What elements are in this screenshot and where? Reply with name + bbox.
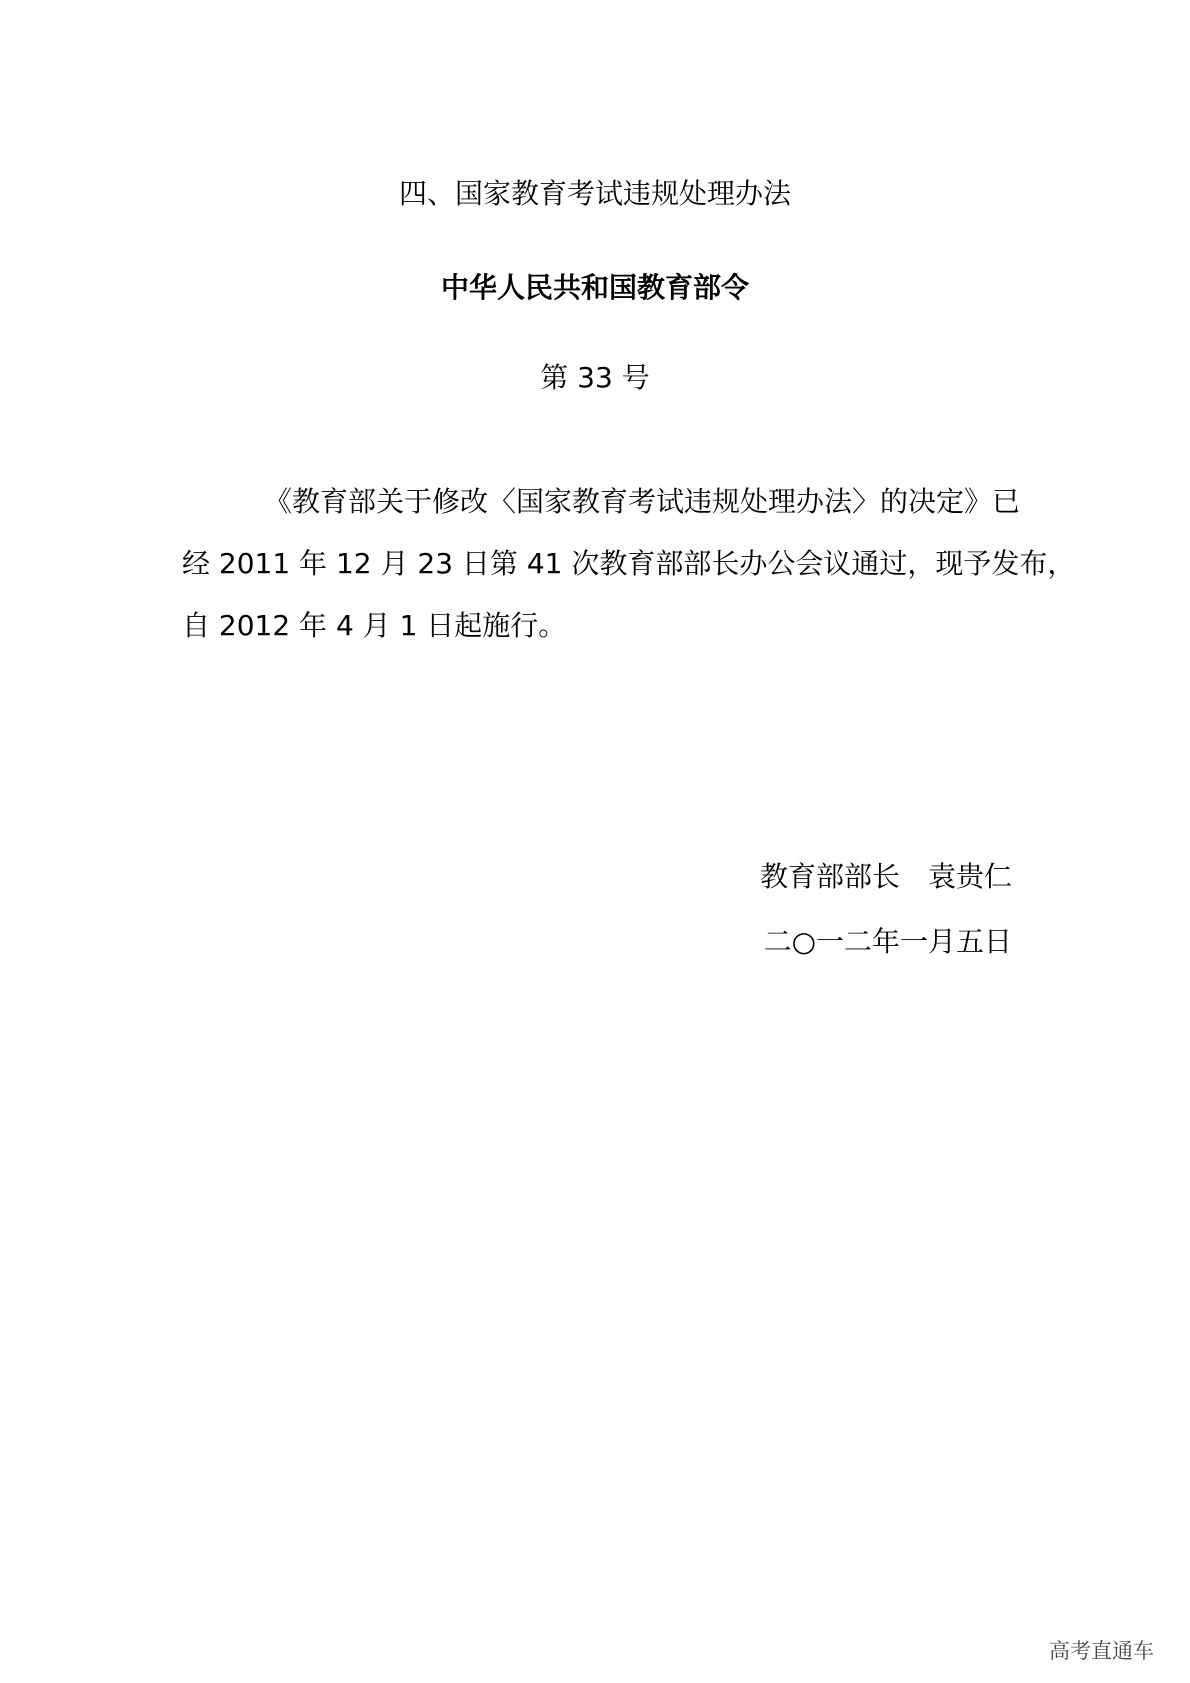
section-title: 四、国家教育考试违规处理办法 <box>398 177 791 210</box>
paragraph-line-2: 经 2011 年 12 月 23 日第 41 次教育部部长办公会议通过，现予发布， <box>182 547 1076 580</box>
paragraph-line-1: 《教育部关于修改〈国家教育考试违规处理办法〉的决定》已 <box>264 485 1021 518</box>
signature-title: 教育部部长 <box>759 860 900 893</box>
watermark-text: 高考直通车 <box>1049 1639 1154 1663</box>
signature-line <box>760 857 1012 897</box>
order-number: 第 33 号 <box>540 361 650 394</box>
paragraph-line-3: 自 2012 年 4 月 1 日起施行。 <box>182 609 567 642</box>
order-title: 中华人民共和国教育部令 <box>440 271 749 304</box>
signature-date: 二○一二年一月五日 <box>763 925 1012 958</box>
signature-name: 袁贵仁 <box>927 860 1012 893</box>
